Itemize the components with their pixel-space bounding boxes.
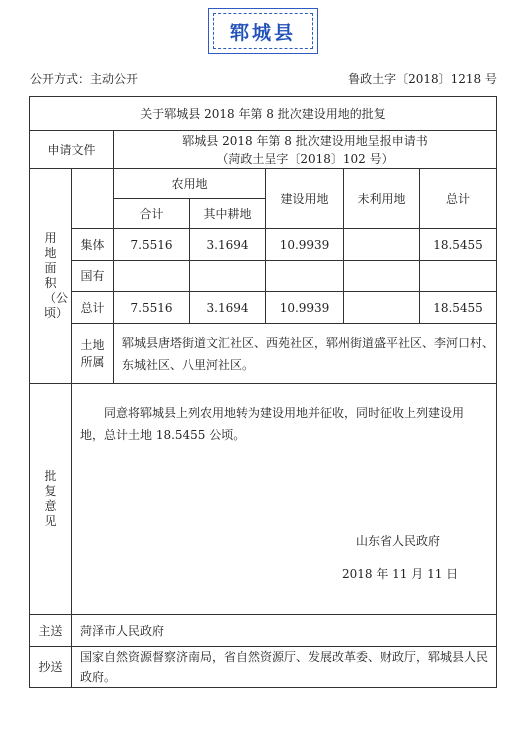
opinion-label: 批复意见 [30,384,72,615]
opinion-row [30,384,497,615]
location-text: 郓城县唐塔街道文汇社区、西苑社区，郓州街道盛平社区、李河口村、东城社区、八里河社区。 [114,324,497,384]
send-to-row [30,615,497,647]
location-row [30,324,497,384]
row-label: 集体 [72,229,114,261]
cell-construction [266,261,344,292]
cc-row [30,647,497,688]
cell-grand-total: 18.5455 [420,292,497,324]
county-title: 郓城县 [229,21,296,44]
table-row [30,229,497,261]
opinion-organization: 山东省人民政府 [356,534,441,548]
col-header-total: 总计 [420,169,497,229]
opinion-date: 2018 年 11 月 11 日 [342,567,459,581]
col-header-unused: 未利用地 [344,169,420,229]
cell-grand-total [420,261,497,292]
send-label: 主送 [30,615,72,647]
application-document [114,131,497,169]
opinion-text: 同意将郓城县上列农用地转为建设用地并征收，同时征收上列建设用地，总计土地 18.5455 公顷。 [80,406,465,442]
row-label: 总计 [72,292,114,324]
table-row [30,292,497,324]
row-label: 国有 [72,261,114,292]
approval-title: 关于郓城县 2018 年第 8 批次建设用地的批复 [30,97,497,131]
cc-text: 国家自然资源督察济南局，省自然资源厅、发展改革委、财政厅，郓城县人民政府。 [72,647,497,688]
cc-label: 抄送 [30,647,72,688]
cell-grand-total: 18.5455 [420,229,497,261]
opinion-cell [72,384,497,615]
application-line-2: （菏政土呈字〔2018〕102 号） [216,151,394,166]
location-label: 土地所属 [72,324,114,384]
county-title-stamp [208,8,318,54]
header-blank-cell [72,169,114,229]
cell-farmland-total [114,261,190,292]
cell-construction: 10.9939 [266,229,344,261]
table-row [30,261,497,292]
cell-farmland-total: 7.5516 [114,292,190,324]
cell-arable [190,261,266,292]
cell-farmland-total: 7.5516 [114,229,190,261]
cell-unused [344,292,420,324]
opinion-body [72,384,496,614]
application-line-1: 郓城县 2018 年第 8 批次建设用地呈报申请书 [182,133,428,148]
area-header-row-1 [30,169,497,199]
table-title-row [30,97,497,131]
col-header-subtotal: 合计 [114,199,190,229]
col-header-arable: 其中耕地 [190,199,266,229]
application-label: 申请文件 [30,131,114,169]
send-text: 菏泽市人民政府 [72,615,497,647]
document-number: 鲁政土字〔2018〕1218 号 [348,72,497,86]
approval-table [29,96,497,688]
county-title-inner-frame [213,13,313,49]
area-label: 用地面积（公顷） [30,169,72,384]
disclosure-method: 公开方式：主动公开 [30,72,139,86]
cell-construction: 10.9939 [266,292,344,324]
cell-arable: 3.1694 [190,292,266,324]
cell-arable: 3.1694 [190,229,266,261]
application-row [30,131,497,169]
col-header-construction: 建设用地 [266,169,344,229]
col-header-farmland: 农用地 [114,169,266,199]
cell-unused [344,229,420,261]
cell-unused [344,261,420,292]
